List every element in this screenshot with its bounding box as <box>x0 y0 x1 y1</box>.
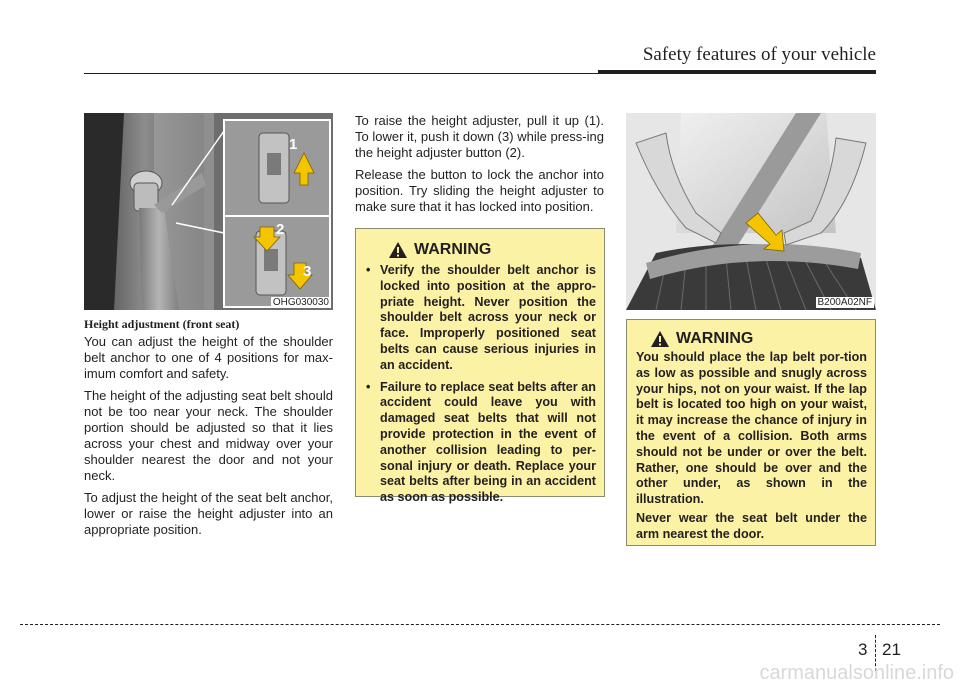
watermark: carmanualsonline.info <box>759 662 954 684</box>
figure-label-2: 2 <box>276 221 285 238</box>
figure-label-1: 1 <box>289 136 298 153</box>
warning-heading <box>388 241 596 259</box>
warning-title: WARNING <box>676 330 754 347</box>
warning-icon <box>650 330 670 348</box>
warning-box-anchor <box>355 228 605 505</box>
paragraph: To adjust the height of the seat belt anchor, lower or raise the height adjuster into an appropriate position. <box>84 490 333 537</box>
paragraph: You can adjust the height of the shoulder belt anchor to one of 4 positions for max-imum comfort and safety. <box>84 334 333 381</box>
paragraph: Release the button to lock the anchor into position. Try sliding the height adjuster to make sure that it has locked into position. <box>355 167 604 214</box>
paragraph: To raise the height adjuster, pull it up (1). To lower it, push it down (3) while press-ing the height adjuster button (2). <box>355 113 604 160</box>
warning-paragraph: Never wear the seat belt under the arm nearest the door. <box>636 510 867 541</box>
figure-label-3: 3 <box>303 263 312 280</box>
warning-paragraph: You should place the lap belt por-tion as low as possible and snugly across your hips, not on your waist. If the lap belt is located too high on your waist, it may increase the chance of injury in the event of a collision. Both arms should not be under or over the belt. Rather, one should be over and the other under, as shown in the illustration. <box>636 350 867 507</box>
warning-title: WARNING <box>414 241 492 258</box>
warning-icon <box>388 241 408 259</box>
paragraph: The height of the adjusting seat belt should not be too near your neck. The shoulder portion should be adjusted so that it lies across your chest and midway over your shoulder nearest the door and not your neck. <box>84 388 333 483</box>
page-number: 21 <box>882 640 901 659</box>
figure-code: OHG030030 <box>272 297 329 308</box>
warning-item: • Verify the shoulder belt anchor is locked into position at the appro-priate height. Never position the shoulder belt across your neck or face. Improperly positioned seat belts can cause serious injuries in an accident. <box>366 263 596 374</box>
figure-lap-belt <box>626 113 876 310</box>
middle-body-text <box>355 113 604 221</box>
figure-code: B200A02NF <box>817 297 872 308</box>
header-rule-accent <box>598 70 876 74</box>
warning-box-lap-belt <box>626 319 876 546</box>
chapter-number: 3 <box>858 640 868 659</box>
page-header-title: Safety features of your vehicle <box>642 44 876 65</box>
figure-height-adjuster <box>84 113 333 310</box>
warning-item: • Failure to replace seat belts after an accident could leave you with damaged seat belts that will not provide protection in the event of another collision leading to per-sonal injury or death. Replace your seat belts after being in an accident as soon as possible. <box>366 380 596 506</box>
warning-heading <box>650 330 867 348</box>
warning-list <box>366 263 596 506</box>
lap-belt-illustration <box>626 113 876 310</box>
left-body-text <box>84 334 333 544</box>
section-heading: Height adjustment (front seat) <box>84 317 240 331</box>
footer-rule <box>20 624 940 625</box>
